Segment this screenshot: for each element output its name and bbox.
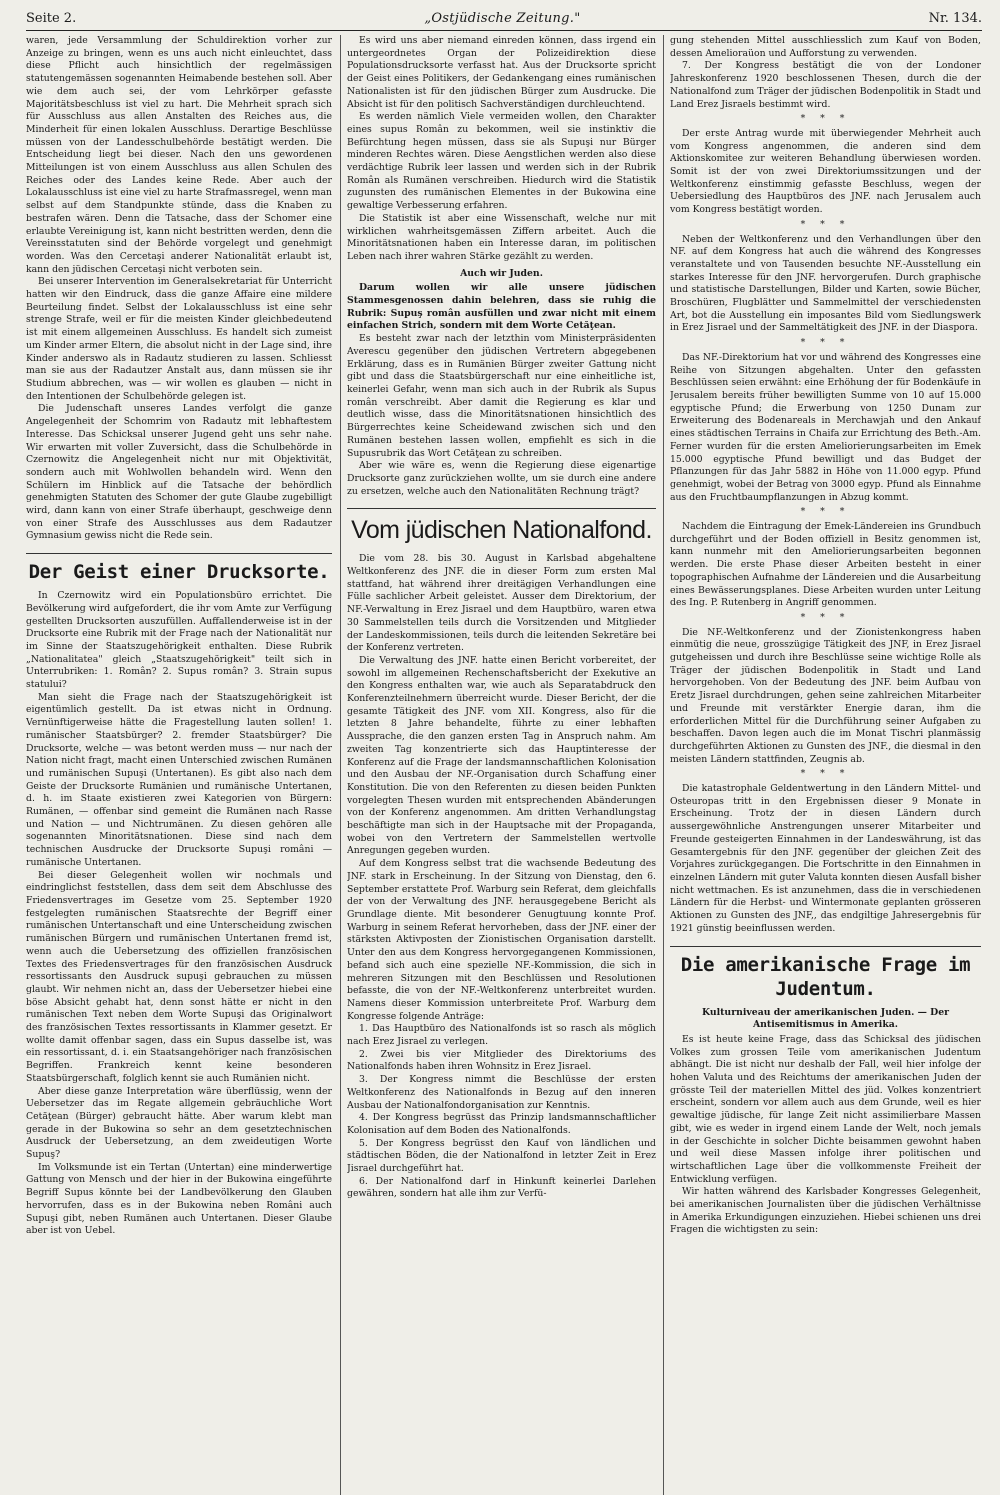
- paragraph: Die katastrophale Geldentwertung in den Ländern Mittel- und Osteuropas tritt in den Ergebnissen dieser 9 Monate in Erscheinung. Trotz der in diesen Ländern durch aussergewöhnliche Anstrengungen unserer Mitarbeiter und Freunde gesteigerten Einnahmen in der Landeswährung, ist das Gesamtergebnis für den JNF. gegenüber der gleichen Zeit des Vorjahres zurückgegangen. Die Fortschritte in den Einnahmen in einzelnen Ländern mit guter Valuta konnten diesen Ausfall bisher nicht wettmachen. Es ist anzunehmen, dass die in verschiedenen Ländern für die Herbst- und Wintermonate geplanten grösseren Aktionen zu Gunsten des JNF,, das endgiltige Jahresergebnis für 1921 günstig beeinflussen werden.: [670, 783, 981, 934]
- section-separator: * * *: [800, 113, 851, 125]
- page-label: Seite 2.: [26, 10, 77, 26]
- section-separator: * * *: [800, 506, 851, 518]
- paragraph: Die Statistik ist aber eine Wissenschaft, welche nur mit wirklichen wahrheitsgemässen Ziffern arbeitet. Auch die Minoritätsnationen haben ein Interesse daran, im politischen Leben nach ihrer wahren Stärke gezählt zu werden.: [347, 212, 656, 262]
- paragraph: waren, jede Versammlung der Schuldirektion vorher zur Anzeige zu bringen, wenn es uns auch nicht einleuchtet, dass diese Pflicht auch hinsichtlich der regelmässigen statutengemässen sogenannten Heimabende bestehen soll. Aber wie dem auch sei, der vom Lehrkörper gefasste Majoritätsbeschluss ist viel zu hart. Die Mehrheit sprach sich für Ausschluss aus allen Anstalten des Reiches aus, die Minderheit für einen lokalen Ausschluss. Derartige Beschlüsse müssen von der Landesschulbehörde bestätigt werden. Die Entscheidung liegt bei dieser. Nach den uns gewordenen Mitteilungen ist von einem Ausschluss aus allen Schulen des Reiches oder des Landes keine Rede. Aber auch der Lokalausschluss ist eine viel zu harte Strafmassregel, wenn man selbst auf dem Standpunkte stünde, dass die Knaben zu bestrafen wären. Denn die Tatsache, dass der Schomer eine erlaubte Vereinigung ist, kann nicht bestritten werden, denn die Vereinsstatuten sind der Behörde vorgelegt und genehmigt worden. Was den Cercetaşi anderer Nationalität erlaubt ist, kann den jüdischen Cercetaşi nicht verboten sein.: [26, 35, 332, 275]
- list-item: 3. Der Kongress nimmt die Beschlüsse der ersten Weltkonferenz des Nationalfonds in Bezug auf den inneren Ausbau der Nationalfondorganisation zur Kenntnis.: [347, 1074, 656, 1111]
- bold-paragraph: Darum wollen wir alle unsere jüdischen Stammesgenossen dahin belehren, dass sie ruhig die Rubrik: Supuş român ausfüllen und zwar nicht mit einem einfachen Strich, sondern mit dem Worte Cetăţean.: [347, 282, 656, 332]
- paragraph: Bei unserer Intervention im Generalsekretariat für Unterricht hatten wir den Eindruck, dass die ganze Affaire eine mildere Beurteilung findet. Selbst der Lokalausschluss ist eine sehr strenge Strafe, weil er für die meisten Kinder gleichbedeutend ist mit einem allgemeinen Ausschluss. Es handelt sich zumeist um Kinder armer Eltern, die absolut nicht in der Lage sind, ihre Kinder anderswo als in Radautz studieren zu lassen. Schliesst man sie aus der Radautzer Anstalt aus, dann müssen sie ihr Studium abbrechen, was — wir wollen es glauben — nicht in den Intentionen der Schulbehörde gelegen ist.: [26, 276, 332, 402]
- paragraph: Es besteht zwar nach der letzthin vom Ministerpräsidenten Averescu gegenüber den jüdischen Vertretern abgegebenen Erklärung, dass es in Rumänien Bürger zweiter Gattung nicht gibt und dass die Staatsbürgerschaft nur eine einheitliche ist, keinerlei Gefahr, wenn man sich auch in der Rubrik als Supus român verschreibt. Aber damit die Regierung es klar und deutlich wisse, dass die Minoritätsnationen hinsichtlich des Bürgerrechtes keine Scheidewand zwischen sich und den Rumänen bestehen lassen wollen, empfiehlt es sich in die Supusrubrik das Wort Cetăţean zu schreiben.: [347, 333, 656, 459]
- paragraph: Der erste Antrag wurde mit überwiegender Mehrheit auch vom Kongress angenommen, die anderen sind dem Aktionskomitee zur weiteren Behandlung überwiesen worden. Somit ist der von zwei Direktoriumssitzungen und der Weltkonferenz einstimmig gefasste Beschluss, wegen der Uebersiedlung des Hauptbüros des JNF. nach Jerusalem auch vom Kongress bestätigt worden.: [670, 127, 981, 216]
- column-2: [347, 35, 656, 1495]
- issue-number: Nr. 134.: [928, 10, 982, 26]
- paragraph: Die NF.-Weltkonferenz und der Zionistenkongress haben einmütig die neue, grosszügige Tätigkeit des JNF, in Erez Jisrael gutgeheissen und durch ihre Beschlüsse seine wichtige Rolle als Träger der jüdischen Bodenpolitik in Stadt und Land hervorgehoben. Von der Bedeutung des JNF. beim Aufbau von Eretz Jisrael durchdrungen, gehen seine zahlreichen Mitarbeiter und Freunde mit verstärkter Energie daran, ihm die erforderlichen Mittel für die Durchführung seiner Aufgaben zu beschaffen. Davon legen auch die im Monat Tischri planmässig durchgeführten Aktionen zu Gunsten des JNF., die diesmal in den meisten Ländern stattfinden, Zeugnis ab.: [670, 626, 981, 765]
- column-rule: [340, 35, 341, 1495]
- column-rule: [663, 35, 664, 1495]
- paragraph: Es werden nämlich Viele vermeiden wollen, den Charakter eines supus Român zu bekommen, weil sie instinktiv die Befürchtung hegen müssen, dass sie als Supuşi nur Bürger minderen Rechtes wären. Diese Aengstlichen werden also diese verdächtige Rubrik leer lassen und werden sich in der Rubrik Român als Rumänen verschreiben. Hiedurch wird die Statistik zugunsten des rumänischen Elementes in der Bukowina eine gewaltige Verbesserung erfahren.: [347, 111, 656, 212]
- column-1: [26, 35, 332, 1495]
- list-item: 1. Das Hauptbüro des Nationalfonds ist so rasch als möglich nach Erez Jisrael zu verlegen.: [347, 1023, 656, 1048]
- column-3: [670, 35, 981, 1495]
- paragraph: Es ist heute keine Frage, dass das Schicksal des jüdischen Volkes zum grossen Teile vom amerikanischen Judentum abhängt. Die ist nicht nur deshalb der Fall, weil hier infolge der hohen Valuta und des Reichtums der amerikanischen Juden der grösste Teil der materiellen Mittel des jüd. Volkes konzentriert erscheint, sondern vor allem auch aus dem Grunde, weil es hier gewaltige jüdische, für lange Zeit nicht assimilierbare Massen gibt, wie es weder in irgend einem Lande der Welt, noch jemals in der Geschichte in solcher Dichte beisammen gewohnt haben und weil diese Massen infolge ihrer politischen und wirtschaftlichen Lage über die vollkommenste Freiheit der Entwicklung verfügen.: [670, 1033, 981, 1185]
- columns: [26, 35, 982, 1495]
- list-item: 2. Zwei bis vier Mitglieder des Direktoriums des Nationalfonds haben ihren Wohnsitz in Erez Jisrael.: [347, 1048, 656, 1073]
- paragraph: Bei dieser Gelegenheit wollen wir nochmals und eindringlichst feststellen, dass dem seit dem Abschlusse des Friedensvertrages im Gesetze vom 25. September 1920 festgelegten rumänischen Staatsrechte der Begriff einer rumänischen Untertanschaft und eine Unterscheidung zwischen rumänischen Bürgern und rumänischen Untertanen fremd ist, wenn auch die Uebersetzung des offiziellen französischen Textes des Friedensvertrages für den französischen Ausdruck ressortissants den Ausdruck supuşi gebrauchen zu müssen glaubt. Wir nehmen nicht an, dass der Uebersetzer hiebei eine böse Absicht gehabt hat, denn sonst hätte er nicht in den rumänischen Text neben dem Worte Supuşi das Originalwort des französischen Textes ressortissants in Klammer gesetzt. Er wollte damit offenbar sagen, dass ein Supus dasselbe ist, was ein ressortissant, d. i. ein Staatsangehöriger nach französischen Begriffen. Frankreich kennt keine besonderen Staatsbürgerschaft, folglich kennt sie auch Rumänien nicht.: [26, 869, 332, 1084]
- running-header: [26, 6, 982, 31]
- paragraph: Die vom 28. bis 30. August in Karlsbad abgehaltene Weltkonferenz des JNF. die in dieser Form zum ersten Mal stattfand, hat während ihrer dreitägigen Verhandlungen eine Fülle sachlicher Arbeit geleistet. Ausser dem Direktorium, der NF.-Verwaltung in Erez Jisrael und dem Hauptbüro, waren etwa 30 Sammelstellen teils durch die Vorsitzenden und Mitglieder der Landeskommissionen, teils durch die leitenden Sekretäre bei der Konferenz vertreten.: [347, 553, 656, 654]
- paragraph: In Czernowitz wird ein Populationsbüro errichtet. Die Bevölkerung wird aufgefordert, die ihr vom Amte zur Verfügung gestellten Drucksorten auszufüllen. Auffallenderweise ist in der Drucksorte eine Rubrik mit der Frage nach der Nationalität nur im Sinne der Staatszugehörigkeit enthalten. Diese Rubrik „Nationalitatea" gleich „Staatszugehörigkeit" teilt sich in Unterrubriken: 1. Român? 2. Supus român? 3. Strain supus statului?: [26, 590, 332, 691]
- paragraph: Die Judenschaft unseres Landes verfolgt die ganze Angelegenheit der Schomrim von Radautz mit lebhaftestem Interesse. Das Schicksal unserer Jugend geht uns sehr nahe. Wir erwarten mit voller Zuversicht, dass die Schulbehörde in Czernowitz die Angelegenheit nicht nur mit Objektivität, sondern auch mit Wohlwollen behandeln wird. Wenn den Schülern im Hinblick auf die Tatsache der behördlich genehmigten Statuten des Schomer der gute Glaube zugebilligt wird, dann kann von einer Strafe überhaupt, geschweige denn von einer Strafe des Ausschlusses aus dem Radautzer Gymnasium gewiss nicht die Rede sein.: [26, 403, 332, 542]
- article-heading: Die amerikanische Frage im Judentum.: [670, 946, 981, 1001]
- paragraph: Aber diese ganze Interpretation wäre überflüssig, wenn der Uebersetzer das im Regate allgemein gebräuchliche Wort Cetăţean (Bürger) gebraucht hätte. Aber warum klebt man gerade in der Bukowina so sehr an dem gesetztechnischen Ausdruck der Uebersetzung, an dem zweideutigen Worte Supuş?: [26, 1085, 332, 1161]
- paragraph: Im Volksmunde ist ein Tertan (Untertan) eine minderwertige Gattung von Mensch und der hier in der Bukowina eingeführte Begriff Supus könnte bei der Landbevölkerung den Glauben hervorrufen, dass es in der Bukowina neben Români auch Supuşi gibt, neben Rumänen auch Untertanen. Dieser Glaube aber ist von Uebel.: [26, 1161, 332, 1237]
- article-subheading: Kulturniveau der amerikanischen Juden. — Der Antisemitismus in Amerika.: [701, 1006, 950, 1031]
- paragraph: Nachdem die Eintragung der Emek-Ländereien ins Grundbuch durchgeführt und der Boden offiziell in Besitz genommen ist, kann nunmehr mit den Ameliorierungsarbeiten begonnen werden. Die erste Phase dieser Arbeiten besteht in einer topographischen Aufnahme der Ländereien und die Ausarbeitung eines Bewässerungsplanes. Diese Arbeiten wurden unter Leitung des Ing. P. Rutenberg in Angriff genommen.: [670, 521, 981, 609]
- paragraph: Aber wie wäre es, wenn die Regierung diese eigenartige Drucksorte ganz zurückziehen wollte, um sie durch eine andere zu ersetzen, welche auch den Nationalitäten Rechnung trägt?: [347, 460, 656, 497]
- newspaper-title: „Ostjüdische Zeitung.": [424, 10, 581, 26]
- paragraph: Auf dem Kongress selbst trat die wachsende Bedeutung des JNF. stark in Erscheinung. In der Sitzung von Dienstag, den 6. September erstattete Prof. Warburg sein Referat, dem gleichfalls der von der Verwaltung des JNF. herausgegebene Bericht als Grundlage diente. Mit besonderer Genugtuung konnte Prof. Warburg in seinem Referat hervorheben, dass der JNF. einer der stärksten Aktivposten der Zionistischen Organisation darstellt. Unter den aus dem Kongress hervorgegangenen Kommissionen, befand sich auch eine spezielle NF.-Kommission, die sich in mehreren Sitzungen mit den Beschlüssen und Resolutionen befasste, die von der NF.-Weltkonferenz unterbreitet wurden. Namens dieser Kommission unterbreitete Prof. Warburg dem Kongresse folgende Anträge:: [347, 858, 656, 1022]
- paragraph: Neben der Weltkonferenz und den Verhandlungen über den NF. auf dem Kongress hat auch die während des Kongresses veranstaltete und von Tausenden besuchte NF.-Ausstellung ein starkes Interesse für den JNF. hervorgerufen. Durch graphische und statistische Darstellungen, Bilder und Karten, sowie Bücher, Broschüren, Flugblätter und Sammelmittel der verschiedensten Art, bot die Ausstellung ein imposantes Bild vom Siedlungswerk in Erez Jisrael und der Sammeltätigkeit des JNF. in der Diaspora.: [670, 233, 981, 334]
- list-item: 4. Der Kongress begrüsst das Prinzip landsmannschaftlicher Kolonisation auf dem Boden des Nationalfonds.: [347, 1112, 656, 1136]
- section-separator: * * *: [800, 768, 851, 780]
- paragraph: Das NF.-Direktorium hat vor und während des Kongresses eine Reihe von Sitzungen abgehalten. Unter den gefassten Beschlüssen seien erwähnt: eine Erhöhung der für Bodenkäufe in Jerusalem bereits früher bewilligten Summe von 10 auf 15.000 egyptische Pfund; die Erwerbung von 1250 Dunam zur Erweiterung des Bodenareals in Merchawjah und den Ankauf eines städtischen Terrains in Chaifa zur Errichtung des Beth.-Am. Ferner wurden für die ersten Ameliorierungsarbeiten im Emek 15.000 egyptische Pfund bewilligt und das Budget der Pflanzungen für das Jahr 5882 in Höhe von 11.000 egyp. Pfund genehmigt, wobei der Betrag von 3000 egyp. Pfund als Einnahme aus den Fruchtbaumpflanzungen in Abzug kommt.: [670, 351, 981, 503]
- paragraph: Die Verwaltung des JNF. hatte einen Bericht vorbereitet, der sowohl im allgemeinen Rechenschaftsbericht der Exekutive an den Kongress enthalten war, wie auch als Separatabdruck den Konferenzteilnehmern überreicht wurde. Dieser Bericht, der die gesamte Tätigkeit des JNF. vom XII. Kongress, also für die letzten 8 Jahre behandelte, führte zu einer lebhaften Aussprache, die den ganzen ersten Tag in Anspruch nahm. Am zweiten Tag konzentrierte sich das Hauptinteresse der Konferenz auf die Frage der landsmannschaftlichen Kolonisation und den Ausbau der NF.-Organisation durch Schaffung einer Konstitution. Die von den Referenten zu diesen beiden Punkten vorgelegten Thesen wurden mit entsprechenden Abänderungen von der Konferenz angenommen. Am dritten Verhandlungstag beschäftigte man sich in der Hauptsache mit der Propaganda, wobei von den Vertretern der Sammelstellen wertvolle Anregungen gegeben wurden.: [347, 654, 656, 857]
- list-item: 6. Der Nationalfond darf in Hinkunft keinerlei Darlehen gewähren, sondern hat alle ihm zur Verfü-: [347, 1175, 656, 1200]
- resolution-list: [347, 1023, 656, 1201]
- article-heading: Der Geist einer Drucksorte.: [26, 553, 332, 584]
- section-separator: * * *: [800, 611, 851, 623]
- section-subheading: Auch wir Juden.: [460, 267, 543, 279]
- paragraph: gung stehenden Mittel ausschliesslich zum Kauf von Boden, dessen Amelioraüon und Aufforstung zu verwenden.: [670, 35, 981, 59]
- paragraph: 7. Der Kongress bestätigt die von der Londoner Jahreskonferenz 1920 beschlossenen Thesen, durch die der Nationalfond zum Träger der jüdischen Bodenpolitik in Stadt und Land Erez Jisraels bestimmt wird.: [670, 60, 981, 110]
- article-heading: Vom jüdischen Nationalfond.: [347, 508, 656, 545]
- paragraph: Man sieht die Frage nach der Staatszugehörigkeit ist eigentümlich gestellt. Da ist etwas nicht in Ordnung. Vernünftigerweise hätte die Fragestellung lauten sollen! 1. rumänischer Staatsbürger? 2. fremder Staatsbürger? Die Drucksorte, welche — was betont werden muss — nur nach der Nation nicht fragt, macht einen Unterschied zwischen Rumänen und rumänischen Supuşi (Untertanen). Es gibt also nach dem Geiste der Drucksorte Rumänien und rumänische Untertanen, d. h. im Staate existieren zwei Kategorien von Bürgern: Rumänen, — offenbar sind gemeint die Rumänen nach Rasse und Nation — und Nichtrumänen. Zu diesen gehören alle sogenannten Minoritätsnationen. Diese sind nach dem technischen Ausdrucke der Drucksorte Supuşi români — rumänische Untertanen.: [26, 691, 332, 868]
- paragraph: Es wird uns aber niemand einreden können, dass irgend ein untergeordnetes Organ der Polizeidirektion diese Populationsdrucksorte verfasst hat. Aus der Drucksorte spricht der Geist eines Politikers, der Gedankengang eines rumänischen Nationalisten ist für den jüdischen Bürger zum Ausdrucke. Die Absicht ist für den politisch Sachverständigen durchleuchtend.: [347, 35, 656, 110]
- list-item: 5. Der Kongress begrüsst den Kauf von ländlichen und städtischen Böden, die der Nationalfond in letzter Zeit in Erez Jisrael durchgeführt hat.: [347, 1137, 656, 1175]
- section-separator: * * *: [800, 218, 851, 230]
- paragraph: Wir hatten während des Karlsbader Kongresses Gelegenheit, bei amerikanischen Journalisten über die jüdischen Verhältnisse in Amerika Erkundigungen einzuziehen. Hiebei schienen uns drei Fragen die wichtigsten zu sein:: [670, 1186, 981, 1236]
- section-separator: * * *: [800, 337, 851, 349]
